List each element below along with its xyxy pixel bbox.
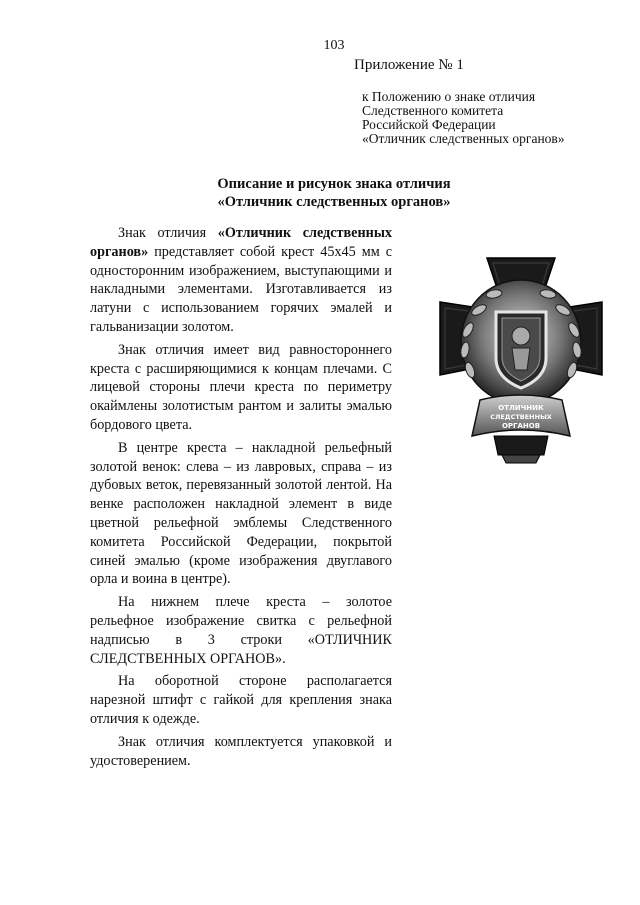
award-name: «Отличник следственных органов» (90, 225, 392, 260)
document-heading (14, 175, 640, 211)
paragraph: На оборотной стороне располагается нарезной штифт с гайкой для крепления знака отличия к одежде. (90, 673, 392, 727)
scroll-text-line: ОТЛИЧНИК (498, 404, 544, 412)
appendix-note (362, 90, 565, 146)
appendix-title: Приложение № 1 (354, 57, 464, 73)
paragraph: В центре креста – накладной рельефный золотой венок: слева – из лавровых, справа – из дубовых веток, перевязанный золотой лентой. На венке расположен накладной элемент в виде цветной рельефной эмблемы Следственного комитета Российской Федерации, покрытой синей эмалью (кроме изображения двуглавого орла и воина в центре). (90, 439, 392, 588)
appendix-note-line: к Положению о знаке отличия (362, 89, 536, 104)
paragraph: Знак отличия комплектуется упаковкой и удостоверением. (90, 733, 392, 769)
paragraph: На нижнем плече креста – золотое рельефное изображение свитка с рельефной надписью в 3 строки «ОТЛИЧНИК СЛЕДСТВЕННЫХ ОРГАНОВ». (90, 594, 392, 667)
scroll-text-line: СЛЕДСТВЕННЫХ (490, 413, 552, 421)
page-number: 103 (323, 38, 345, 53)
scroll-text-line: ОРГАНОВ (501, 422, 541, 430)
paragraph-text: представляет собой крест 45х45 мм с односторонним изображением, выступающими и накладными элементами. Изготавливается из латуни с использованием горячих эмалей и гальванизации золотом. (90, 243, 392, 335)
appendix-note-line: Российской Федерации (362, 117, 496, 132)
paragraph (90, 224, 392, 337)
appendix-note-line: Следственного комитета (362, 103, 504, 118)
cross-badge-icon (432, 250, 610, 475)
paragraph-text: Знак отличия (118, 225, 218, 241)
appendix-note-line: «Отличник следственных органов» (362, 131, 565, 146)
heading-line: Описание и рисунок знака отличия (217, 176, 451, 192)
heading-line: «Отличник следственных органов» (217, 194, 451, 210)
description-text (90, 224, 392, 770)
paragraph: Знак отличия имеет вид равностороннего креста с расширяющимися к концам плечами. С лицевой стороны плечи креста по периметру окаймлены золотистым рантом и залиты эмалью бордового цвета. (90, 341, 392, 433)
